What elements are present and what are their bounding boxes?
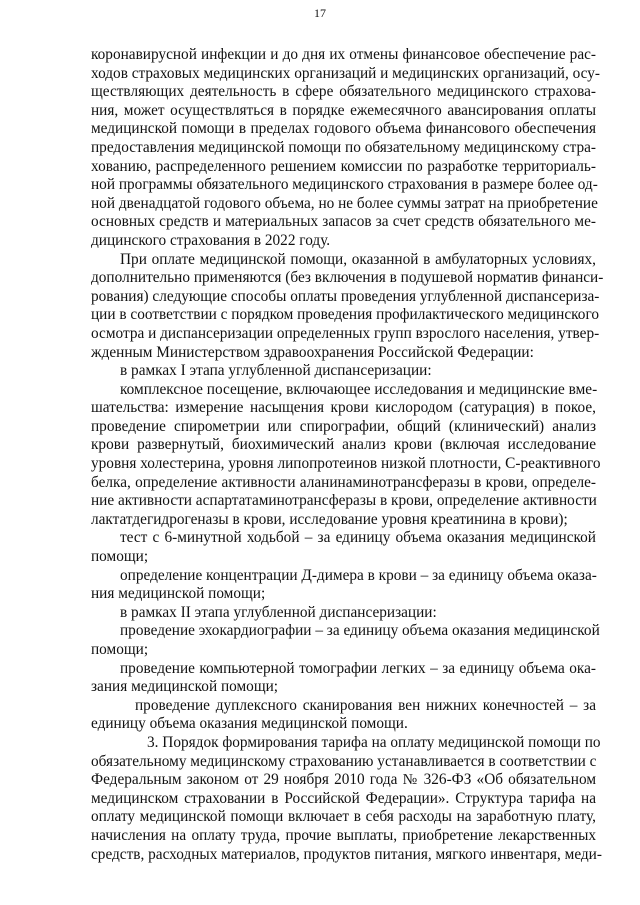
text-line: тест с 6-минутной ходьбой – за единицу объема оказания медицинской <box>120 529 596 547</box>
text-line: ции в соответствии с порядком проведения профилактического медицинского <box>91 306 599 324</box>
text-line: определение концентрации Д-димера в крови – за единицу объема оказа- <box>120 566 597 584</box>
text-line: рования) следующие способы оплаты проведения углубленной диспансериза- <box>91 287 600 305</box>
text-line: в рамках II этапа углубленной диспансеризации: <box>120 603 437 621</box>
text-line: ния медицинской помощи; <box>91 585 266 603</box>
text-line: уровня холестерина, уровня липопротеинов низкой плотности, С-реактивного <box>91 455 601 473</box>
text-line: проведение компьютерной томографии легких – за единицу объема ока- <box>120 659 596 677</box>
text-line: белка, определение активности аланинаминотрансферазы в крови, определе- <box>91 473 596 491</box>
text-line: лактатдегидрогеназы в крови, исследование уровня креатинина в крови); <box>91 510 568 528</box>
text-line: в рамках I этапа углубленной диспансеризации: <box>120 362 432 380</box>
text-line: единицу объема оказания медицинской помощи. <box>91 715 408 733</box>
text-line: При оплате медицинской помощи, оказанной в амбулаторных условиях, <box>120 250 596 268</box>
text-line: проведение эхокардиографии – за единицу объема оказания медицинской <box>120 622 600 640</box>
text-line: крови развернутый, биохимический анализ крови (включая исследование <box>91 436 596 454</box>
text-line: дицинского страхования в 2022 году. <box>91 231 331 249</box>
text-line: зания медицинской помощи; <box>91 678 279 696</box>
text-line: Федеральным законом от 29 ноября 2010 года № 326-ФЗ «Об обязательном <box>91 771 596 789</box>
text-line: ния, может осуществляться в порядке ежемесячного авансирования оплаты <box>91 101 596 119</box>
document-body <box>91 46 604 864</box>
text-line: начисления на оплату труда, прочие выплаты, приобретение лекарственных <box>91 826 596 844</box>
text-line: помощи; <box>91 641 149 658</box>
text-line: проведение дуплексного сканирования вен нижних конечностей – за <box>135 696 596 714</box>
text-line: медицинском страховании в Российской Федерации». Структура тарифа на <box>91 789 596 807</box>
text-line: ществляющих деятельность в сфере обязательного медицинского страхова- <box>91 83 596 101</box>
text-line: ной двенадцатой годового объема, но не более суммы затрат на приобретение <box>91 194 598 212</box>
text-line: комплексное посещение, включающее исследования и медицинские вме- <box>120 380 598 398</box>
text-line: жденным Министерством здравоохранения Российской Федерации: <box>91 343 534 361</box>
page-number: 17 <box>314 6 326 20</box>
text-line: ходов страховых медицинских организаций и медицинских организаций, осу- <box>91 64 600 82</box>
text-line: ние активности аспартатаминотрансферазы в крови, определение активности <box>91 492 597 510</box>
text-line: ной программы обязательного медицинского страхования в размере более од- <box>91 176 598 194</box>
text-line: хованию, распределенного решением комиссии по разработке территориаль- <box>91 157 596 175</box>
text-line: основных средств и материальных запасов за счет средств обязательного ме- <box>91 213 596 231</box>
text-line: дополнительно применяются (без включения в подушевой норматив финанси- <box>91 269 604 287</box>
text-line: средств, расходных материалов, продуктов питания, мягкого инвентаря, меди- <box>91 845 602 863</box>
text-line: обязательному медицинскому страхованию устанавливается в соответствии с <box>91 752 597 770</box>
text-line: медицинской помощи в пределах годового объема финансового обеспечения <box>91 120 596 138</box>
text-line: предоставления медицинской помощи по обязательному медицинскому стра- <box>91 138 596 156</box>
text-line: проведение спирометрии или спирографии, общий (клинический) анализ <box>91 417 596 435</box>
text-line: шательства: измерение насыщения крови кислородом (сатурация) в покое, <box>91 399 596 417</box>
text-line: осмотра и диспансеризации определенных групп взрослого населения, утвер- <box>91 324 600 342</box>
text-line: оплату медицинской помощи включает в себя расходы на заработную плату, <box>91 808 596 826</box>
text-line: помощи; <box>91 548 149 566</box>
text-line: 3. Порядок формирования тарифа на оплату медицинской помощи по <box>147 733 601 751</box>
text-line: коронавирусной инфекции и до дня их отмены финансовое обеспечение рас- <box>91 46 596 63</box>
